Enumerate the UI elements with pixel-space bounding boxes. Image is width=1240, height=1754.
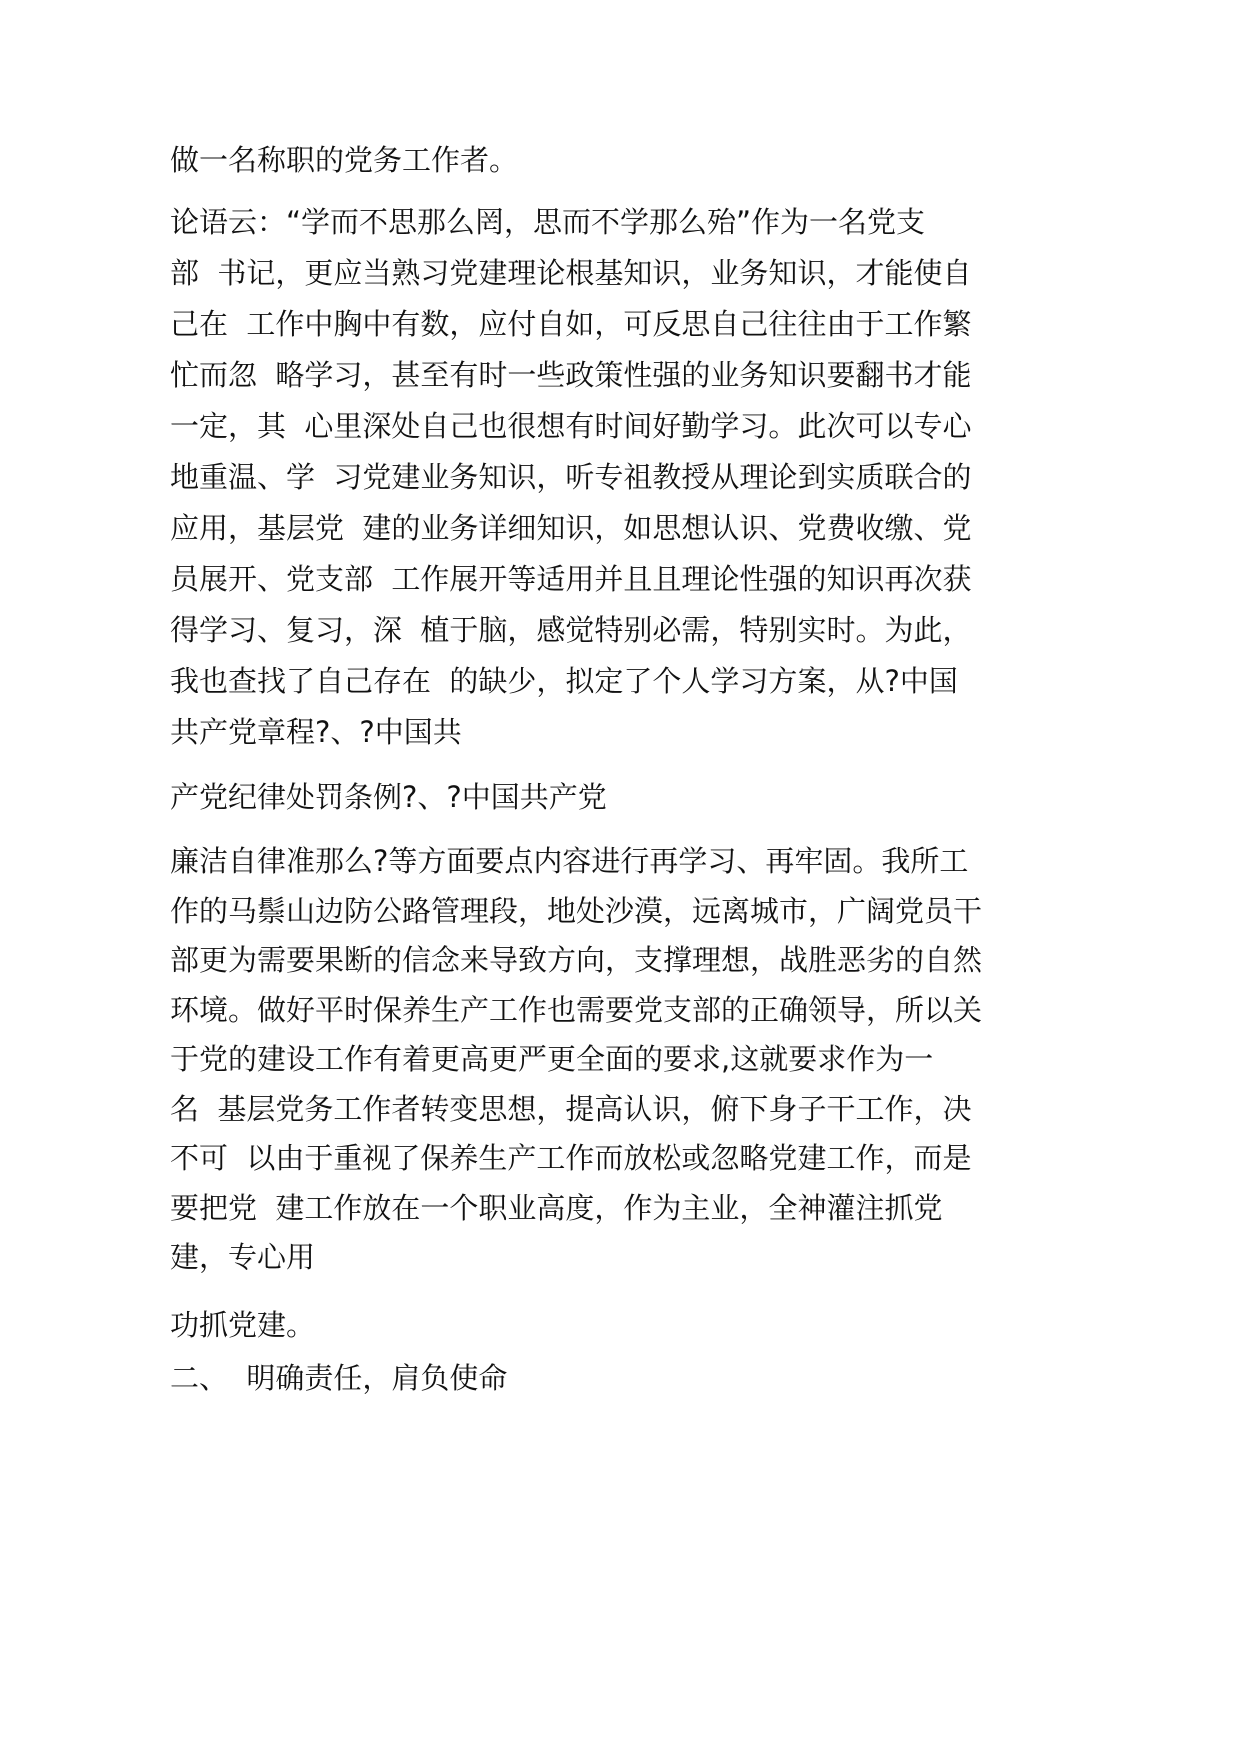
text-line: 要把党 建工作放在一个职业高度，作为主业，全神灌注抓党	[170, 1190, 943, 1225]
text-line: 地重温、学 习党建业务知识，听专祖教授从理论到实质联合的	[170, 460, 972, 494]
text-line: 于党的建设工作有着更高更严更全面的要求,这就要求作为一	[170, 1042, 934, 1076]
text-line: 名 基层党务工作者转变思想，提高认识，俯下身子干工作，决	[170, 1091, 972, 1126]
text-line: 部 书记，更应当熟习党建理论根基知识，业务知识，才能使自	[170, 256, 972, 290]
paragraph-fragment	[170, 772, 970, 822]
text-line: 应用，基层党 建的业务详细知识，如思想认识、党费收缴、党	[170, 511, 972, 545]
text-line: 得学习、复习，深 植于脑，感觉特别必需，特别实时。为此，	[170, 613, 972, 647]
section-heading	[170, 1353, 970, 1403]
text-line: 环境。做好平时保养生产工作也需要党支部的正确领导，所以关	[170, 992, 983, 1027]
text-line: 作的马鬃山边防公路管理段，地处沙漠，远离城市，广阔党员干	[170, 893, 983, 928]
text-line: 己在 工作中胸中有数，应付自如，可反思自己往往由于工作繁	[170, 307, 972, 341]
text-line: 部更为需要果断的信念来导致方向，支撑理想，战胜恶劣的自然	[170, 943, 983, 977]
text-line: 建，专心用	[170, 1240, 316, 1274]
text-line: 一定，其 心里深处自己也很想有时间好勤学习。此次可以专心	[170, 409, 972, 443]
text-line: 产党纪律处罚条例?、?中国共产党	[170, 780, 607, 814]
text-line: 共产党章程?、?中国共	[170, 715, 462, 749]
text-line: 忙而忽 略学习，甚至有时一些政策性强的业务知识要翻书才能	[170, 358, 972, 392]
paragraph	[170, 197, 970, 758]
paragraph	[170, 837, 983, 1283]
text-line: 不可 以由于重视了保养生产工作而放松或忽略党建工作，而是	[170, 1141, 972, 1175]
text-line: 功抓党建。	[170, 1308, 316, 1342]
text-line: 我也查找了自己存在 的缺少，拟定了个人学习方案，从?中国	[170, 664, 958, 698]
paragraph-fragment	[170, 135, 970, 185]
paragraph-fragment	[170, 1300, 970, 1350]
text-line: 廉洁自律准那么?等方面要点内容进行再学习、再牢固。我所工	[170, 844, 969, 878]
heading-text: 二、 明确责任，肩负使命	[170, 1361, 508, 1395]
text-line: 做一名称职的党务工作者。	[170, 143, 519, 177]
text-line: 员展开、党支部 工作展开等适用并且且理论性强的知识再次获	[170, 562, 972, 596]
text-line: 论语云：“学而不思那么罔，思而不学那么殆”作为一名党支	[170, 205, 926, 239]
